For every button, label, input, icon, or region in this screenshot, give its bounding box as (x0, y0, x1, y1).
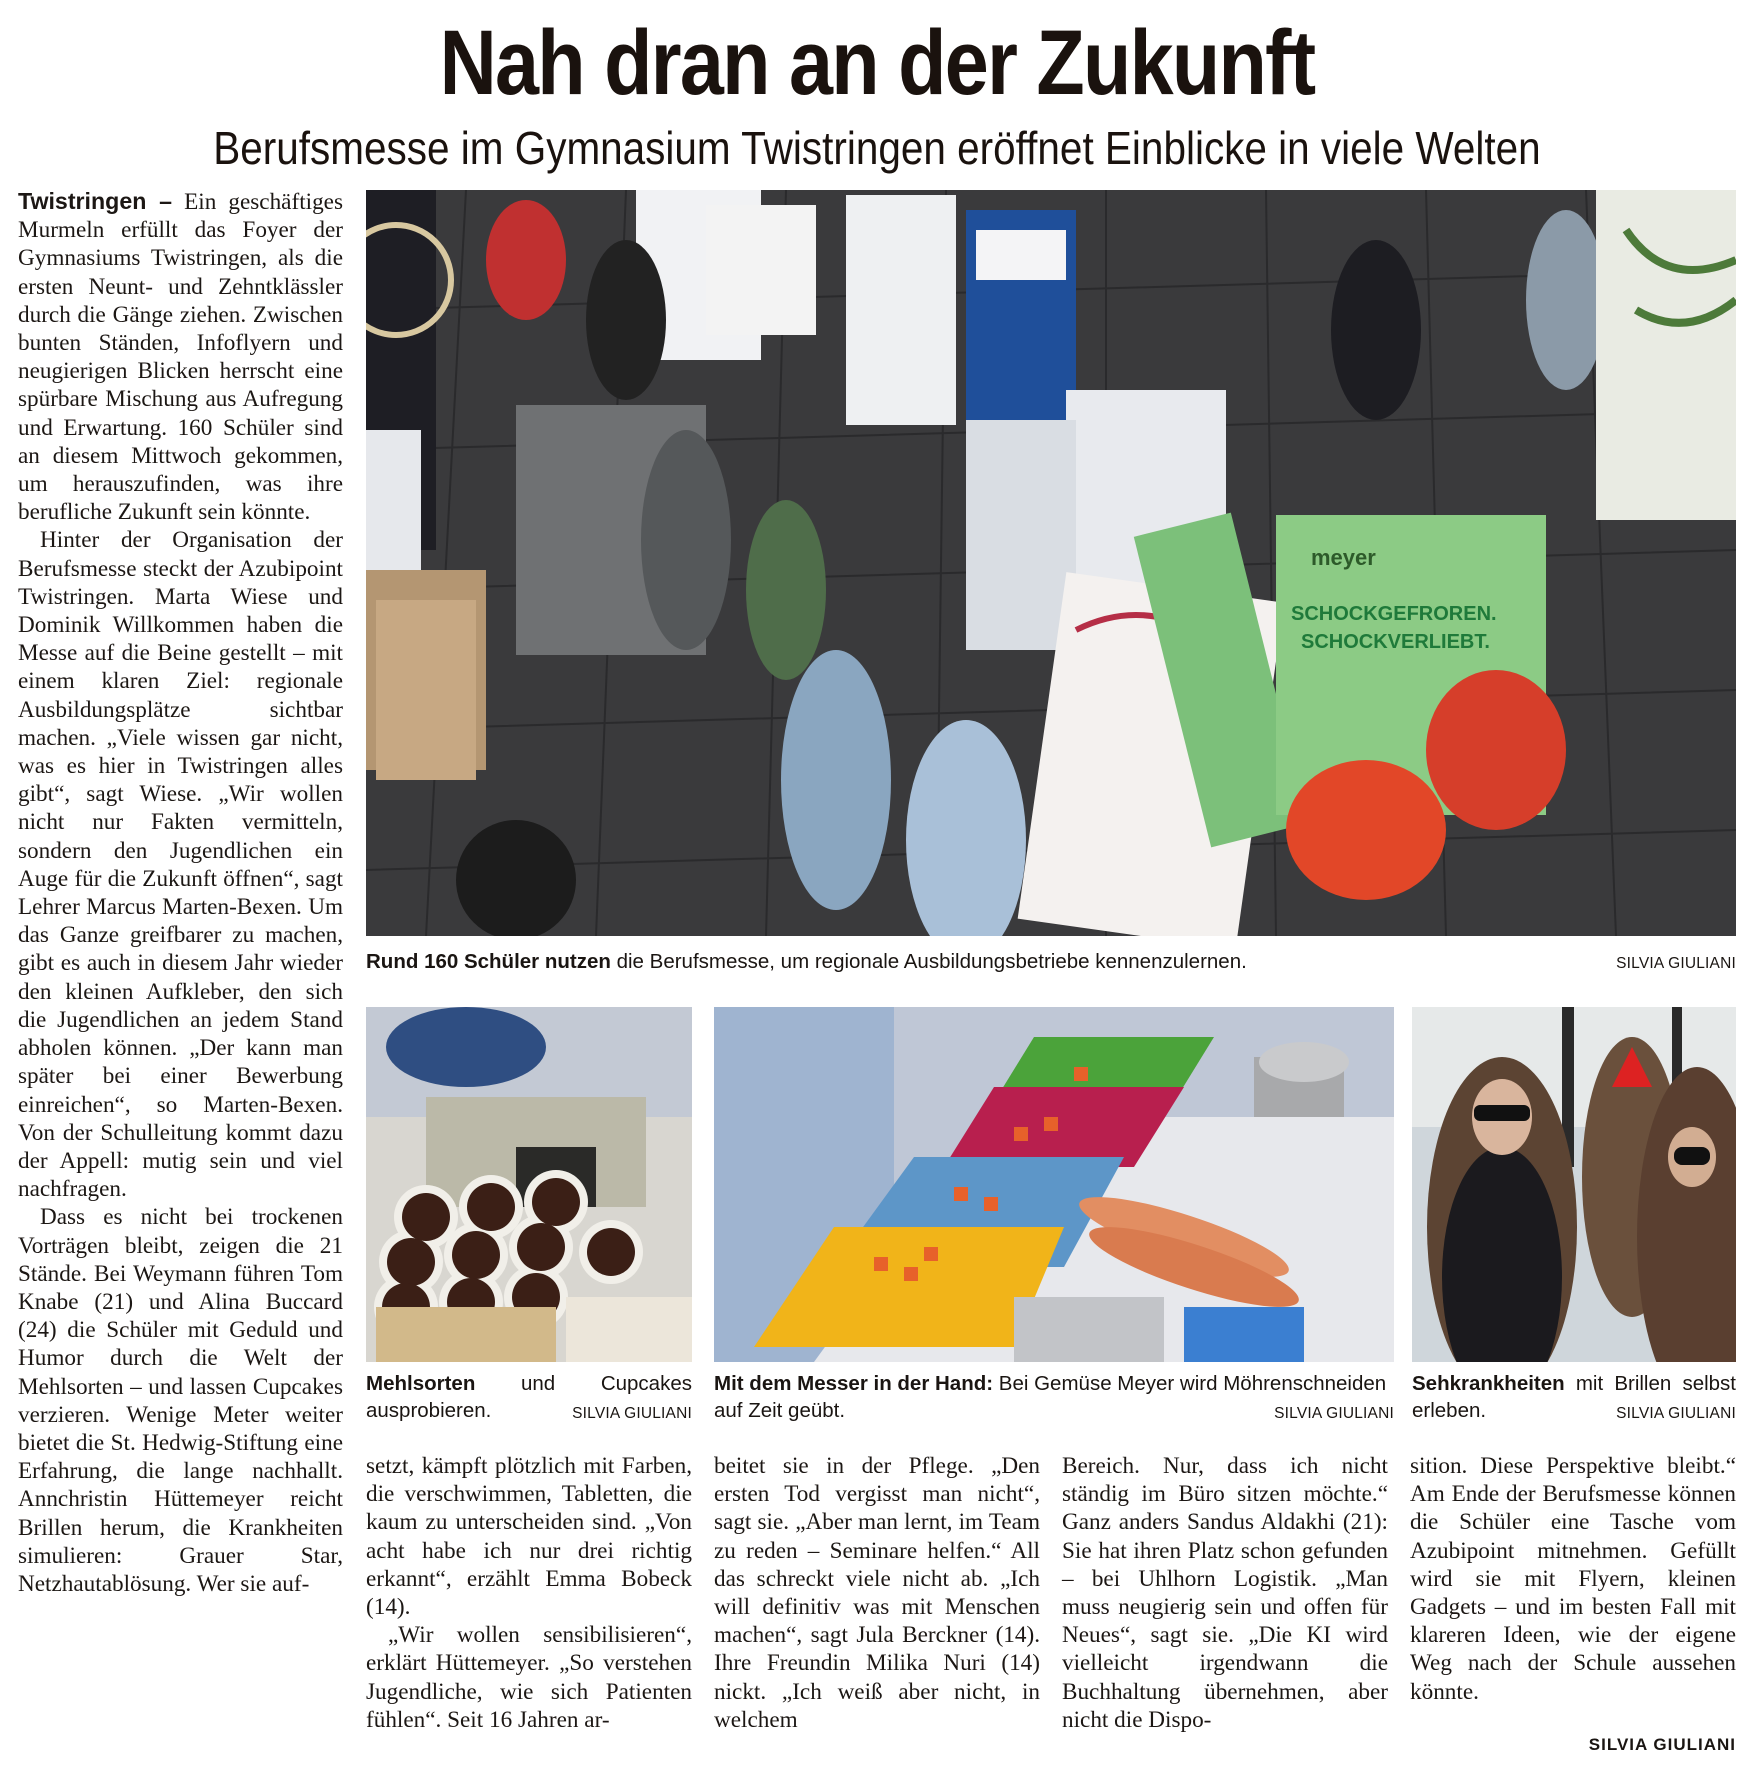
paragraph-3: Dass es nicht bei trockenen Vorträgen bleibt, zeigen die 21 Stände. Bei Weymann führen Tom Knabe (21) und Alina Buccard (24) die Schüler mit Geduld und Humor durch die Welt der Mehlsorten – und lassen Cupcakes verzieren. Wenige Meter weiter bietet die St. Hedwig-Stiftung eine Erfahrung, die lange nachhallt. Annchristin Hüttemeyer reicht Brillen herum, die Krankheiten simulieren: Grauer Star, Netzhautablösung. Wer sie auf- (18, 1204, 343, 1597)
article-column-1 (18, 187, 343, 1598)
paragraph-1 (18, 187, 343, 526)
article-column-5 (1410, 1452, 1736, 1706)
paragraph-2: Hinter der Organisation der Berufsmesse steckt der Azubipoint Twistringen. Marta Wiese und Dominik Willkommen haben die Messe auf die Beine gestellt – mit einem klaren Ziel: regionale Ausbildungsplätze sichtbar machen. „Viele wissen gar nicht, was es hier in Twistringen alles gibt“, sagt Wiese. „Wir wollen nicht nur Fakten vermitteln, sondern den Jugendlichen ein Auge für die Zukunft öffnen“, sagt Lehrer Marcus Marten-Bexen. Um das Ganze greifbarer zu machen, gibt es auch in diesem Jahr wieder den kleinen Aufkleber, den sich die Jugendlichen an jedem Stand abholen können. „Der kann man später bei einer Bewerbung einreichen“, so Marten-Bexen. Von der Schulleitung kommt dazu der Appell: mutig sein und viel nachfragen. (18, 527, 343, 1203)
paragraph-7: Bereich. Nur, dass ich nicht ständig im Büro sitzen möchte.“ Ganz anders Sandus Aldakhi (21): Sie hat ihren Platz schon gefunden – bei Uhlhorn Logistik. „Man muss neugierig sein und offen für Neues“, sagt sie. „Die KI wird vielleicht irgendwann die Buchhaltung übernehmen, aber nicht die Dispo- (1062, 1453, 1388, 1733)
caption-glasses-bold: Sehkrankheiten (1412, 1372, 1565, 1395)
caption-carrots-text: Bei Gemüse Meyer wird Möhrenschneiden auf Zeit geübt. (714, 1372, 1387, 1422)
article-column-2 (366, 1452, 692, 1734)
paragraph-6: beitet sie in der Pflege. „Den ersten Tod vergisst man nicht“, sagt sie. „Aber man lernt, im Team zu reden – Seminare helfen.“ All das schreckt viele nicht ab. „Ich will definitiv was mit Menschen machen“, sagt Jula Berckner (14). Ihre Freundin Milika Nuri (14) nickt. „Ich weiß aber nicht, in welchem (714, 1453, 1040, 1733)
caption-carrots-bold: Mit dem Messer in der Hand: (714, 1372, 994, 1395)
photo-glasses (1412, 1007, 1736, 1362)
paragraph-1-text: Ein geschäftiges Murmeln erfüllt das Foyer der Gymnasiums Twistringen, als die ersten Neunt- und Zehntklässler durch die Gänge ziehen. Zwischen bunten Ständen, Infoflyern und neugierigen Blicken herrscht eine spürbare Mischung aus Aufregung und Erwartung. 160 Schüler sind an diesem Mittwoch gekommen, um herauszufinden, was ihre berufliche Zukunft sein könnte. (18, 189, 343, 526)
paragraph-4: setzt, kämpft plötzlich mit Farben, die verschwimmen, Tabletten, die kaum zu unterscheiden sind. „Von acht habe ich nur drei richtig erkannt“, erzählt Emma Bobeck (14). (366, 1453, 692, 1621)
caption-cupcakes-text: und Cupcakes ausprobieren. (366, 1372, 692, 1422)
caption-cupcakes (366, 1370, 692, 1424)
cupcakes-image (366, 1007, 692, 1362)
caption-main-text: die Berufsmesse, um regionale Ausbildungsbetriebe kennenzulernen. (610, 950, 1247, 973)
article-column-3 (714, 1452, 1040, 1734)
carrots-image (714, 1007, 1394, 1362)
photo-credit-carrots: SILVIA GIULIANI (1274, 1405, 1394, 1422)
caption-carrots (714, 1370, 1394, 1424)
svg-text:meyer: meyer (1311, 545, 1376, 570)
photo-carrots (714, 1007, 1394, 1362)
author-byline: SILVIA GIULIANI (1588, 1735, 1736, 1754)
photo-credit-cupcakes: SILVIA GIULIANI (572, 1405, 692, 1422)
caption-main-bold: Rund 160 Schüler nutzen (366, 950, 611, 973)
caption-main (366, 948, 1736, 975)
subheadline: Berufsmesse im Gymnasium Twistringen eröffnet Einblicke in viele Welten (213, 122, 1541, 174)
caption-glasses (1412, 1370, 1736, 1424)
dateline: Twistringen – (18, 188, 173, 214)
glasses-image (1412, 1007, 1736, 1362)
photo-main-fair-foyer (366, 190, 1736, 936)
article-column-4 (1062, 1452, 1388, 1734)
svg-text:SCHOCKGEFROREN.: SCHOCKGEFROREN. (1291, 603, 1497, 625)
caption-cupcakes-bold: Mehlsorten (366, 1372, 476, 1395)
paragraph-5: „Wir wollen sensibilisieren“, erklärt Hüttemeyer. „So verstehen Jugendliche, wie sich Patienten fühlen“. Seit 16 Jahren ar- (366, 1622, 692, 1733)
photo-cupcakes (366, 1007, 692, 1362)
photo-credit-glasses: SILVIA GIULIANI (1616, 1405, 1736, 1422)
photo-credit-main: SILVIA GIULIANI (1616, 955, 1736, 972)
svg-text:SCHOCKVERLIEBT.: SCHOCKVERLIEBT. (1301, 631, 1490, 653)
fair-foyer-image (366, 190, 1736, 936)
caption-glasses-text: mit Brillen selbst erleben. (1412, 1372, 1736, 1422)
headline: Nah dran an der Zukunft (439, 12, 1315, 114)
paragraph-8: sition. Diese Perspektive bleibt.“ Am Ende der Berufsmesse können die Schüler eine Tasche vom Azubipoint mitnehmen. Gefüllt wird sie mit Flyern, kleinen Gadgets – und im besten Fall mit klareren Ideen, wie der eigene Weg nach der Schule aussehen könnte. (1410, 1453, 1736, 1705)
